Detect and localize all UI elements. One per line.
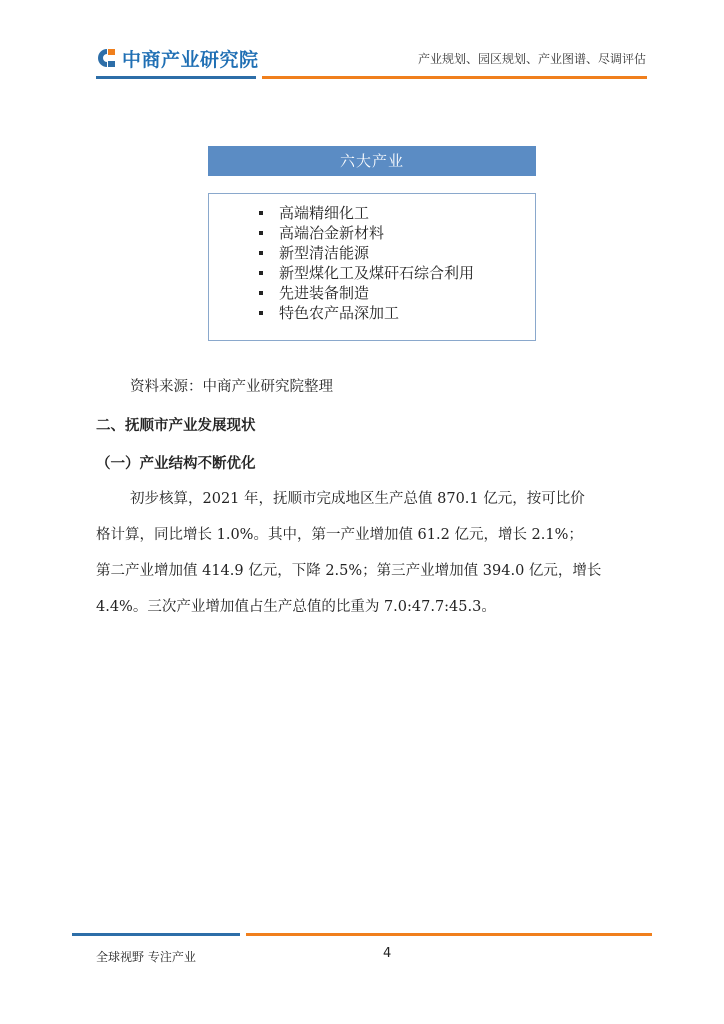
logo-icon xyxy=(96,47,118,69)
figure-list-box xyxy=(208,193,536,341)
logo-text: 中商产业研究院 xyxy=(122,48,259,71)
header-tagline: 产业规划、园区规划、产业图谱、尽调评估 xyxy=(417,52,646,66)
footer-divider-blue xyxy=(72,933,240,936)
company-logo xyxy=(96,44,259,72)
list-item: 高端冶金新材料 xyxy=(209,223,535,243)
list-item: 先进装备制造 xyxy=(209,283,535,303)
page-number: 4 xyxy=(383,946,392,961)
source-note: 资料来源：中商产业研究院整理 xyxy=(130,379,333,395)
bullet-icon xyxy=(259,211,263,215)
footer-slogan: 全球视野 专注产业 xyxy=(96,950,196,964)
bullet-icon xyxy=(259,231,263,235)
bullet-icon xyxy=(259,271,263,275)
footer-divider-orange xyxy=(246,933,652,936)
bullet-icon xyxy=(259,251,263,255)
bullet-icon xyxy=(259,291,263,295)
list-item: 新型煤化工及煤矸石综合利用 xyxy=(209,263,535,283)
header-divider-orange xyxy=(262,76,647,79)
bullet-icon xyxy=(259,311,263,315)
paragraph-line: 格计算，同比增长 1.0%。其中，第一产业增加值 61.2 亿元，增长 2.1%； xyxy=(96,527,583,543)
subsection-heading: （一）产业结构不断优化 xyxy=(96,456,256,472)
list-item: 高端精细化工 xyxy=(209,203,535,223)
paragraph-line: 第二产业增加值 414.9 亿元，下降 2.5%；第三产业增加值 394.0 亿元，增长 xyxy=(96,563,602,579)
list-item: 新型清洁能源 xyxy=(209,243,535,263)
paragraph-line: 初步核算，2021 年，抚顺市完成地区生产总值 870.1 亿元，按可比价 xyxy=(130,491,585,507)
paragraph-line: 4.4%。三次产业增加值占生产总值的比重为 7.0:47.7:45.3。 xyxy=(96,599,496,615)
header-divider-blue xyxy=(96,76,256,79)
body-paragraph xyxy=(96,487,652,631)
figure-title: 六大产业 xyxy=(208,146,536,176)
industry-list xyxy=(209,203,535,323)
section-heading: 二、抚顺市产业发展现状 xyxy=(96,418,256,434)
list-item: 特色农产品深加工 xyxy=(209,303,535,323)
